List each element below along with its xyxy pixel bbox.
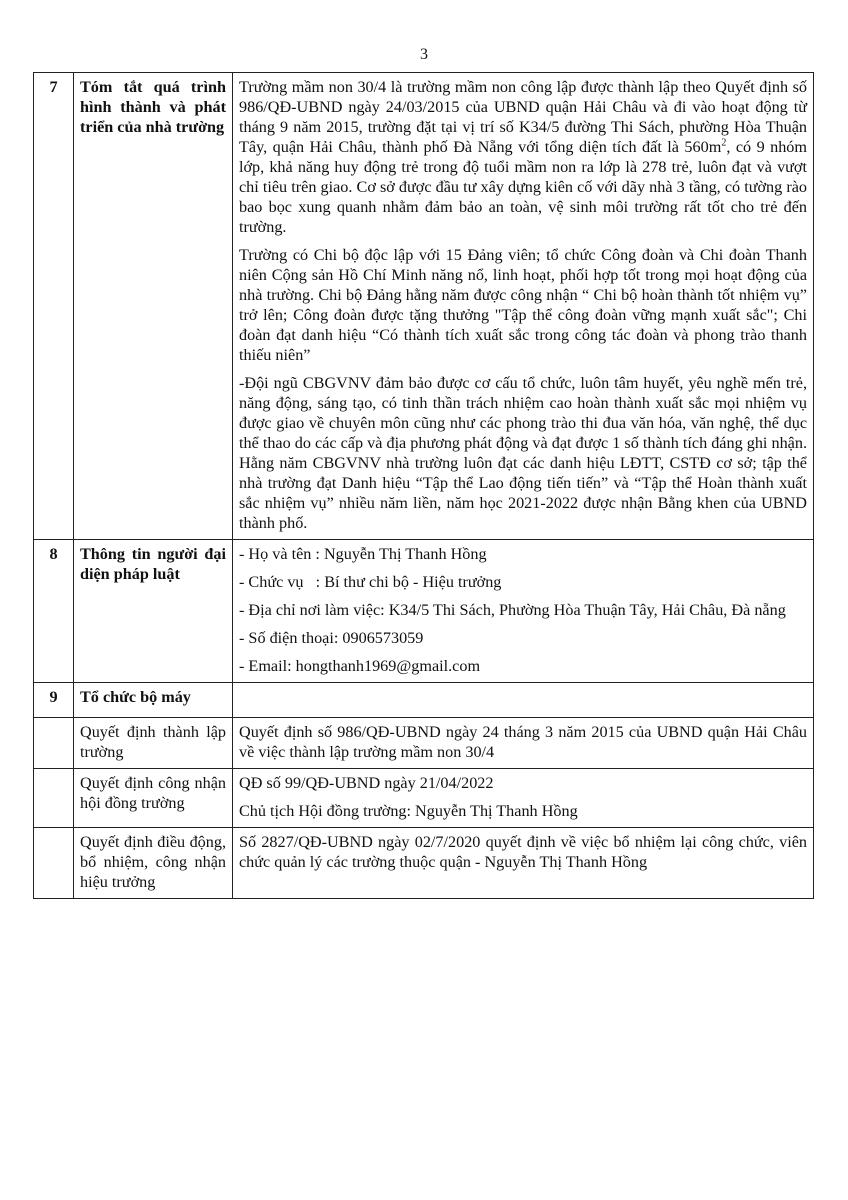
representative-name: - Họ và tên : Nguyễn Thị Thanh Hồng	[239, 545, 487, 563]
representative-phone: - Số điện thoại: 0906573059	[239, 629, 424, 647]
row-9a-establishment-decision	[34, 718, 814, 769]
row-9b-content	[233, 769, 814, 828]
row-9c-content: Số 2827/QĐ-UBND ngày 02/7/2020 quyết định về việc bổ nhiệm lại công chức, viên chức quản lý các trường thuộc quận - Nguyễn Thị Thanh Hồng	[233, 828, 814, 899]
row-9-title: Tổ chức bộ máy	[74, 683, 233, 718]
row-7-content	[233, 73, 814, 540]
area-unit-superscript: 2	[721, 137, 727, 149]
row-9-content	[233, 683, 814, 718]
row-9-number: 9	[34, 683, 74, 718]
representative-address: - Địa chỉ nơi làm việc: K34/5 Thi Sách, Phường Hòa Thuận Tây, Hải Châu, Đà nẵng	[239, 601, 786, 619]
history-paragraph-3: -Đội ngũ CBGVNV đảm bảo được cơ cấu tổ chức, luôn tâm huyết, yêu nghề mến trẻ, năng động, sáng tạo, có tinh thần trách nhiệm cao hoàn thành xuất sắc mọi nhiệm vụ được giao về chuyên môn cũng như các phong trào thi đua văn hóa, văn nghệ, thể dục thể thao do các cấp và địa phương phát động và đạt được 1 số thành tích đáng ghi nhận. Hằng năm CBGVNV nhà trường luôn đạt các danh hiệu LĐTT, CSTĐ cơ sở; tập thể nhà trường đạt Danh hiệu “Tập thể Lao động tiến tiến” và “Tập thể Hoàn thành xuất sắc nhiệm vụ” nhiều năm liền, năm học 2021-2022 được nhận Bằng khen của UBND thành phố.	[239, 374, 807, 532]
row-7-title: Tóm tắt quá trình hình thành và phát triển của nhà trường	[74, 73, 233, 540]
row-9c-title: Quyết định điều động, bổ nhiệm, công nhận hiệu trưởng	[74, 828, 233, 899]
row-8-title: Thông tin người đại diện pháp luật	[74, 540, 233, 683]
page-number: 3	[420, 46, 428, 63]
row-7-number: 7	[34, 73, 74, 540]
history-paragraph-1	[239, 77, 807, 237]
representative-position: - Chức vụ : Bí thư chi bộ - Hiệu trưởng	[239, 573, 502, 591]
row-8-number: 8	[34, 540, 74, 683]
profile-table	[33, 72, 814, 899]
history-paragraph-2: Trường có Chi bộ độc lập với 15 Đảng viên; tổ chức Công đoàn và Chi đoàn Thanh niên Cộng sản Hồ Chí Minh năng nổ, linh hoạt, phối hợp tốt trong mọi hoạt động của nhà trường. Chi bộ Đảng hằng năm được công nhận “ Chi bộ hoàn thành tốt nhiệm vụ” trở lên; Công đoàn được tặng thưởng "Tập thể công đoàn vững mạnh xuất sắc"; Chi đoàn đạt danh hiệu “Có thành tích xuất sắc trong công tác đoàn và phong trào thanh thiếu niên”	[239, 246, 807, 364]
row-9b-council-decision	[34, 769, 814, 828]
row-9c-principal-decision	[34, 828, 814, 899]
history-paragraph-1-part-a: Trường mầm non 30/4 là trường mầm non công lập được thành lập theo Quyết định số 986/QĐ-UBND ngày 24/03/2015 của UBND quận Hải Châu và đi vào hoạt động từ tháng 9 năm 2015, trường đặt tại vị trí số K34/5 đường Thi Sách, phường Hòa Thuận Tây, quận Hải Châu, thành phố Đà Nẵng với tổng diện tích đất là 560m	[239, 78, 807, 156]
row-9a-content: Quyết định số 986/QĐ-UBND ngày 24 tháng 3 năm 2015 của UBND quận Hải Châu về việc thành lập trường mầm non 30/4	[233, 718, 814, 769]
row-8-content	[233, 540, 814, 683]
row-9b-number	[34, 769, 74, 828]
history-paragraph-1-part-b: , có 9 nhóm lớp, khả năng huy động trẻ trong độ tuổi mầm non ra lớp là 278 trẻ, luôn đạt và vượt chỉ tiêu trên giao. Cơ sở được đầu tư xây dựng kiên cố với dãy nhà 3 tầng, có tường rào bao bọc xung quanh nhằm đảm bảo an toàn, vệ sinh môi trường rất tốt cho trẻ đến trường.	[239, 138, 807, 236]
row-9a-title: Quyết định thành lập trường	[74, 718, 233, 769]
row-9a-number	[34, 718, 74, 769]
row-9-organization	[34, 683, 814, 718]
row-9c-number	[34, 828, 74, 899]
row-9b-title: Quyết định công nhận hội đồng trường	[74, 769, 233, 828]
row-8-legal-representative	[34, 540, 814, 683]
council-chair: Chủ tịch Hội đồng trường: Nguyễn Thị Thanh Hồng	[239, 802, 578, 820]
row-7-history	[34, 73, 814, 540]
council-decision-number: QĐ số 99/QĐ-UBND ngày 21/04/2022	[239, 774, 494, 792]
representative-email: - Email: hongthanh1969@gmail.com	[239, 657, 481, 675]
